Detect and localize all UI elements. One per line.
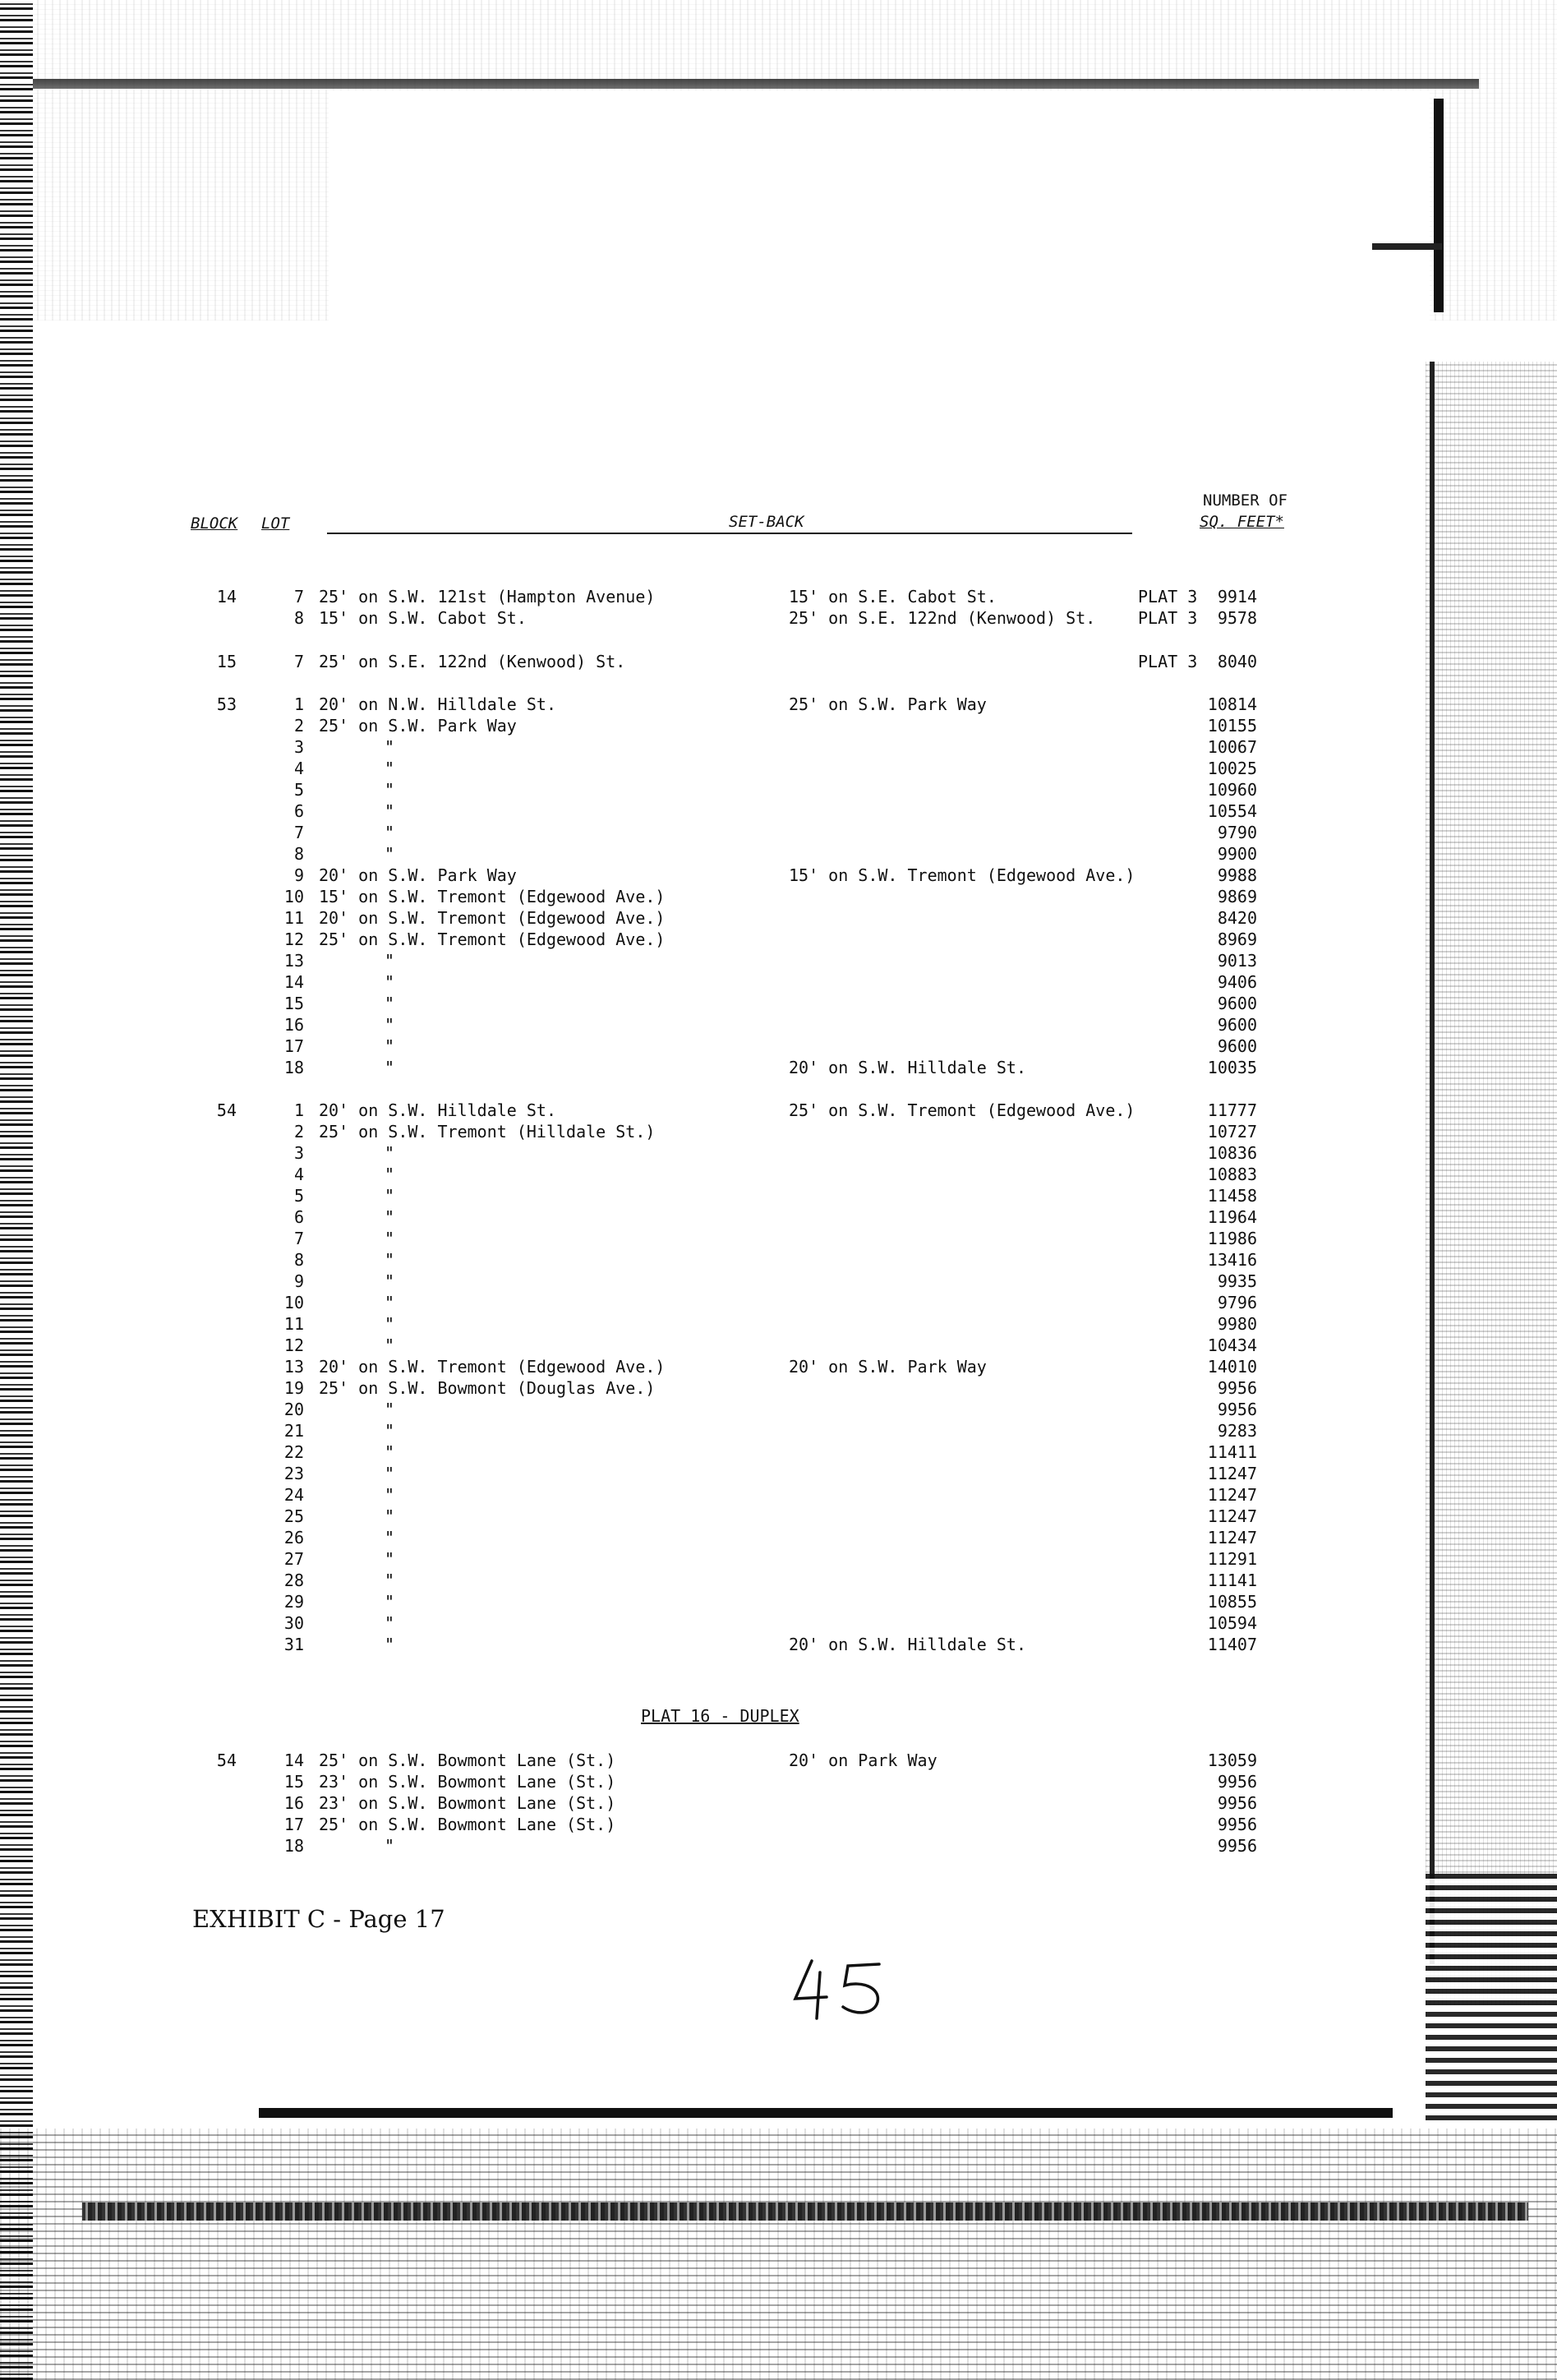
sqft-cell: 8040 (1217, 652, 1257, 671)
sqft-cell: 11411 (1207, 1442, 1257, 1462)
lot-cell: 8 (293, 844, 304, 864)
table-row (0, 1100, 1397, 1122)
lot-cell: 12 (283, 1335, 304, 1355)
right-scan-mark (1372, 243, 1442, 250)
lot-cell: 15 (283, 994, 304, 1013)
setback-primary-cell: " (385, 844, 395, 864)
table-row (0, 1036, 1397, 1058)
setback-primary-cell: 25' on S.W. Bowmont Lane (St.) (319, 1750, 616, 1770)
lot-cell: 5 (293, 1186, 304, 1206)
table-row (0, 1357, 1397, 1378)
setback-primary-cell: " (385, 1400, 395, 1419)
table-row (0, 1571, 1397, 1592)
table-row (0, 1464, 1397, 1485)
lot-cell: 7 (293, 652, 304, 671)
setback-primary-cell: " (385, 1207, 395, 1227)
lot-cell: 17 (283, 1815, 304, 1834)
top-scan-line (0, 79, 1479, 89)
col-header-sq-feet: SQ. FEET* (1200, 513, 1284, 531)
sqft-cell: 9900 (1217, 844, 1257, 864)
sqft-cell: 11247 (1207, 1528, 1257, 1547)
lot-cell: 22 (283, 1442, 304, 1462)
table-row (0, 844, 1397, 865)
sqft-cell: 9935 (1217, 1271, 1257, 1291)
setback-primary-cell: " (385, 1186, 395, 1206)
table-row (0, 1772, 1397, 1793)
sqft-cell: 10836 (1207, 1143, 1257, 1163)
table-row (0, 823, 1397, 844)
lot-cell: 11 (283, 1314, 304, 1334)
table-row (0, 1836, 1397, 1857)
table-row (0, 694, 1397, 716)
sqft-cell: 14010 (1207, 1357, 1257, 1377)
table-row (0, 1506, 1397, 1528)
sqft-cell: 10960 (1207, 780, 1257, 800)
setback-primary-cell: " (385, 1506, 395, 1526)
sqft-cell: 9406 (1217, 972, 1257, 992)
col-header-setback: SET-BACK (729, 513, 804, 531)
sqft-cell: 9600 (1217, 1015, 1257, 1035)
table-row (0, 1229, 1397, 1250)
setback-primary-cell: 20' on N.W. Hilldale St. (319, 694, 556, 714)
sqft-cell: 10067 (1207, 737, 1257, 757)
lot-cell: 25 (283, 1506, 304, 1526)
table-row (0, 865, 1397, 887)
table-row (0, 1485, 1397, 1506)
table-row (0, 1421, 1397, 1442)
lot-cell: 31 (283, 1635, 304, 1654)
sqft-cell: 11291 (1207, 1549, 1257, 1569)
setback-secondary-cell: 20' on Park Way (789, 1750, 937, 1770)
sqft-cell: 10883 (1207, 1165, 1257, 1184)
sqft-cell: 10594 (1207, 1613, 1257, 1633)
setback-secondary-cell: 20' on S.W. Hilldale St. (789, 1058, 1026, 1077)
sqft-cell: 8420 (1217, 908, 1257, 928)
handwritten-page-number (789, 1956, 896, 2022)
setback-primary-cell: " (385, 1464, 395, 1483)
setback-primary-cell: " (385, 1165, 395, 1184)
lot-cell: 7 (293, 1229, 304, 1248)
sqft-cell: 10855 (1207, 1592, 1257, 1612)
sqft-cell: 13059 (1207, 1750, 1257, 1770)
sqft-cell: 9956 (1217, 1378, 1257, 1398)
setback-primary-cell: 20' on S.W. Hilldale St. (319, 1100, 556, 1120)
setback-secondary-cell: 15' on S.W. Tremont (Edgewood Ave.) (789, 865, 1136, 885)
table-row (0, 1793, 1397, 1815)
sqft-cell: 8969 (1217, 929, 1257, 949)
setback-primary-cell: 25' on S.W. 121st (Hampton Avenue) (319, 587, 656, 607)
plat-cell: PLAT 3 (1138, 587, 1198, 607)
setback-primary-cell: 25' on S.W. Tremont (Hilldale St.) (319, 1122, 656, 1142)
setback-primary-cell: " (385, 1335, 395, 1355)
plat-cell: PLAT 3 (1138, 652, 1198, 671)
sqft-cell: 11777 (1207, 1100, 1257, 1120)
table-row (0, 1058, 1397, 1079)
table-row (0, 994, 1397, 1015)
lot-cell: 2 (293, 716, 304, 736)
setback-primary-cell: " (385, 823, 395, 842)
sqft-cell: 11986 (1207, 1229, 1257, 1248)
block-cell: 54 (216, 1100, 237, 1120)
sqft-cell: 9283 (1217, 1421, 1257, 1441)
setback-primary-cell: " (385, 994, 395, 1013)
sqft-cell: 9956 (1217, 1815, 1257, 1834)
lot-cell: 3 (293, 1143, 304, 1163)
setback-primary-cell: " (385, 1058, 395, 1077)
block-cell: 53 (216, 694, 237, 714)
lot-cell: 9 (293, 865, 304, 885)
sqft-cell: 9796 (1217, 1293, 1257, 1312)
setback-primary-cell: 20' on S.W. Tremont (Edgewood Ave.) (319, 908, 666, 928)
setback-primary-cell: " (385, 1635, 395, 1654)
setback-primary-cell: 25' on S.W. Tremont (Edgewood Ave.) (319, 929, 666, 949)
table-row (0, 1015, 1397, 1036)
table-row (0, 1378, 1397, 1400)
col-header-lot: LOT (261, 514, 290, 533)
table-row (0, 1635, 1397, 1656)
sqft-cell: 10554 (1207, 801, 1257, 821)
table-row (0, 1528, 1397, 1549)
lot-cell: 5 (293, 780, 304, 800)
lot-cell: 2 (293, 1122, 304, 1142)
lot-cell: 3 (293, 737, 304, 757)
setback-primary-cell: 15' on S.W. Cabot St. (319, 608, 527, 628)
right-scan-edge (1426, 362, 1557, 2005)
lot-cell: 18 (283, 1836, 304, 1856)
setback-primary-cell: " (385, 1549, 395, 1569)
table-row (0, 972, 1397, 994)
setback-secondary-cell: 15' on S.E. Cabot St. (789, 587, 997, 607)
setback-primary-cell: " (385, 1592, 395, 1612)
table-row (0, 652, 1397, 673)
lot-cell: 6 (293, 801, 304, 821)
lot-cell: 8 (293, 1250, 304, 1270)
lot-cell: 1 (293, 1100, 304, 1120)
sqft-cell: 11247 (1207, 1485, 1257, 1505)
right-scan-stripes (1426, 1874, 1557, 2120)
setback-primary-cell: " (385, 1836, 395, 1856)
right-scan-bar (1434, 99, 1444, 312)
table-row (0, 1186, 1397, 1207)
sqft-cell: 9988 (1217, 865, 1257, 885)
sqft-cell: 9578 (1217, 608, 1257, 628)
setback-secondary-cell: 25' on S.W. Tremont (Edgewood Ave.) (789, 1100, 1136, 1120)
table-row (0, 587, 1397, 608)
table-row (0, 1549, 1397, 1571)
sqft-cell: 10035 (1207, 1058, 1257, 1077)
lot-cell: 4 (293, 1165, 304, 1184)
setback-primary-cell: 25' on S.W. Park Way (319, 716, 517, 736)
setback-primary-cell: 25' on S.W. Bowmont (Douglas Ave.) (319, 1378, 656, 1398)
lot-cell: 18 (283, 1058, 304, 1077)
lot-cell: 14 (283, 1750, 304, 1770)
lot-cell: 4 (293, 759, 304, 778)
lot-cell: 10 (283, 1293, 304, 1312)
right-scan-line (1430, 362, 1435, 1964)
table-row (0, 887, 1397, 908)
sqft-cell: 10727 (1207, 1122, 1257, 1142)
scan-noise-mask (329, 90, 1430, 321)
setback-secondary-cell: 25' on S.E. 122nd (Kenwood) St. (789, 608, 1096, 628)
table-row (0, 1207, 1397, 1229)
lot-cell: 13 (283, 1357, 304, 1377)
lot-cell: 30 (283, 1613, 304, 1633)
sqft-cell: 9956 (1217, 1400, 1257, 1419)
table-row (0, 908, 1397, 929)
setback-primary-cell: 23' on S.W. Bowmont Lane (St.) (319, 1772, 616, 1792)
sqft-cell: 9956 (1217, 1793, 1257, 1813)
setback-primary-cell: " (385, 1293, 395, 1312)
block-cell: 14 (216, 587, 237, 607)
scan-noise-bottom (0, 2129, 1557, 2380)
sqft-cell: 11458 (1207, 1186, 1257, 1206)
setback-primary-cell: " (385, 1015, 395, 1035)
sqft-cell: 13416 (1207, 1250, 1257, 1270)
lot-cell: 7 (293, 823, 304, 842)
sqft-cell: 9600 (1217, 994, 1257, 1013)
table-row (0, 1293, 1397, 1314)
sqft-cell: 11407 (1207, 1635, 1257, 1654)
block-cell: 15 (216, 652, 237, 671)
table-row (0, 1442, 1397, 1464)
setback-primary-cell: " (385, 1442, 395, 1462)
lot-cell: 11 (283, 908, 304, 928)
scan-band-bottom (82, 2202, 1528, 2221)
header-rule (327, 533, 1132, 534)
lot-cell: 10 (283, 887, 304, 906)
lot-cell: 13 (283, 951, 304, 971)
lot-cell: 6 (293, 1207, 304, 1227)
bottom-scan-line (259, 2108, 1393, 2118)
setback-primary-cell: " (385, 1229, 395, 1248)
setback-primary-cell: " (385, 1485, 395, 1505)
setback-primary-cell: " (385, 1421, 395, 1441)
lot-cell: 27 (283, 1549, 304, 1569)
table-row (0, 1143, 1397, 1165)
setback-primary-cell: " (385, 1314, 395, 1334)
section-title: PLAT 16 - DUPLEX (641, 1706, 799, 1726)
lot-cell: 23 (283, 1464, 304, 1483)
block-cell: 54 (216, 1750, 237, 1770)
col-header-number-of: NUMBER OF (1203, 491, 1288, 510)
setback-secondary-cell: 20' on S.W. Park Way (789, 1357, 987, 1377)
table-row (0, 1314, 1397, 1335)
lot-cell: 20 (283, 1400, 304, 1419)
setback-primary-cell: " (385, 1036, 395, 1056)
setback-secondary-cell: 20' on S.W. Hilldale St. (789, 1635, 1026, 1654)
table-row (0, 951, 1397, 972)
table-row (0, 1250, 1397, 1271)
setback-secondary-cell: 25' on S.W. Park Way (789, 694, 987, 714)
table-row (0, 801, 1397, 823)
setback-primary-cell: " (385, 1271, 395, 1291)
setback-primary-cell: 15' on S.W. Tremont (Edgewood Ave.) (319, 887, 666, 906)
table-row (0, 716, 1397, 737)
lot-cell: 21 (283, 1421, 304, 1441)
setback-primary-cell: 25' on S.W. Bowmont Lane (St.) (319, 1815, 616, 1834)
setback-primary-cell: " (385, 1250, 395, 1270)
table-row (0, 1613, 1397, 1635)
lot-cell: 24 (283, 1485, 304, 1505)
lot-cell: 28 (283, 1571, 304, 1590)
col-header-block: BLOCK (191, 514, 238, 533)
table-row (0, 737, 1397, 759)
table-row (0, 1271, 1397, 1293)
setback-primary-cell: " (385, 780, 395, 800)
lot-cell: 16 (283, 1793, 304, 1813)
table-row (0, 1592, 1397, 1613)
lot-cell: 9 (293, 1271, 304, 1291)
sqft-cell: 11964 (1207, 1207, 1257, 1227)
sqft-cell: 9790 (1217, 823, 1257, 842)
table-row (0, 1815, 1397, 1836)
table-row (0, 608, 1397, 630)
lot-cell: 15 (283, 1772, 304, 1792)
lot-cell: 19 (283, 1378, 304, 1398)
lot-cell: 26 (283, 1528, 304, 1547)
lot-cell: 1 (293, 694, 304, 714)
setback-primary-cell: 25' on S.E. 122nd (Kenwood) St. (319, 652, 626, 671)
sqft-cell: 9600 (1217, 1036, 1257, 1056)
sqft-cell: 10025 (1207, 759, 1257, 778)
table-row (0, 1335, 1397, 1357)
sqft-cell: 9013 (1217, 951, 1257, 971)
setback-primary-cell: 20' on S.W. Park Way (319, 865, 517, 885)
sqft-cell: 11141 (1207, 1571, 1257, 1590)
lot-cell: 7 (293, 587, 304, 607)
lot-cell: 17 (283, 1036, 304, 1056)
table-row (0, 1400, 1397, 1421)
sqft-cell: 9956 (1217, 1836, 1257, 1856)
setback-primary-cell: " (385, 759, 395, 778)
sqft-cell: 11247 (1207, 1506, 1257, 1526)
setback-primary-cell: " (385, 972, 395, 992)
table-row (0, 929, 1397, 951)
lot-cell: 14 (283, 972, 304, 992)
plat-cell: PLAT 3 (1138, 608, 1198, 628)
lot-cell: 8 (293, 608, 304, 628)
sqft-cell: 10434 (1207, 1335, 1257, 1355)
lot-cell: 16 (283, 1015, 304, 1035)
table-row (0, 1165, 1397, 1186)
setback-primary-cell: " (385, 737, 395, 757)
setback-primary-cell: 23' on S.W. Bowmont Lane (St.) (319, 1793, 616, 1813)
sqft-cell: 10155 (1207, 716, 1257, 736)
sqft-cell: 9956 (1217, 1772, 1257, 1792)
sqft-cell: 9914 (1217, 587, 1257, 607)
setback-primary-cell: " (385, 1613, 395, 1633)
sqft-cell: 9980 (1217, 1314, 1257, 1334)
setback-primary-cell: 20' on S.W. Tremont (Edgewood Ave.) (319, 1357, 666, 1377)
exhibit-label: EXHIBIT C - Page 17 (192, 1905, 445, 1933)
setback-primary-cell: " (385, 951, 395, 971)
lot-cell: 29 (283, 1592, 304, 1612)
sqft-cell: 9869 (1217, 887, 1257, 906)
table-row (0, 1122, 1397, 1143)
table-row (0, 780, 1397, 801)
table-row (0, 1750, 1397, 1772)
setback-primary-cell: " (385, 1528, 395, 1547)
setback-primary-cell: " (385, 1571, 395, 1590)
setback-primary-cell: " (385, 801, 395, 821)
lot-cell: 12 (283, 929, 304, 949)
table-row (0, 759, 1397, 780)
sqft-cell: 10814 (1207, 694, 1257, 714)
setback-primary-cell: " (385, 1143, 395, 1163)
sqft-cell: 11247 (1207, 1464, 1257, 1483)
